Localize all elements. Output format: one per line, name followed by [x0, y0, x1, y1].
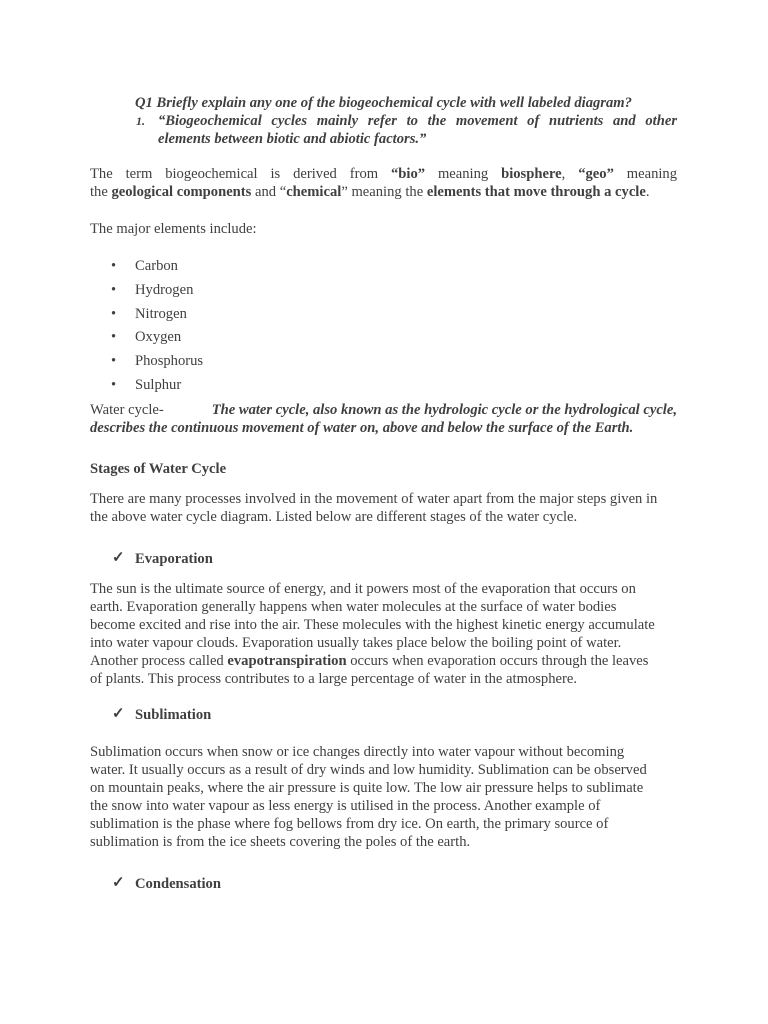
list-item: • Nitrogen	[111, 305, 187, 322]
bullet-icon: •	[111, 258, 117, 274]
sublimation-paragraph: Sublimation occurs when snow or ice changes directly into water vapour without becoming water. It usually occurs as a result of dry winds and low humidity. Sublimation can be observed on mountain peaks, where the air pressure is quite low. The low air pressure helps to sublimate the snow into water vapour as less energy is utilised in the process. Another example of sublimation is the phase where fog bellows from dry ice. On earth, the primary source of sublimation is from the ice sheets covering the poles of the earth.	[90, 744, 647, 850]
list-item: • Hydrogen	[111, 281, 194, 298]
water-cycle-line-1: Water cycle- The water cycle, also known as the hydrologic cycle or the hydrological cycle,	[90, 402, 677, 418]
term-line-1: The term biogeochemical is derived from “bio” meaning biosphere, “geo” meaning	[90, 166, 678, 182]
bullet-icon: •	[111, 305, 117, 322]
list-item: • Carbon	[111, 258, 178, 274]
checkmark-icon: ✓	[112, 550, 125, 566]
water-cycle-definition	[90, 401, 677, 437]
list-item: • Oxygen	[111, 329, 182, 346]
list-number: 1.	[136, 114, 145, 128]
checkmark-icon: ✓	[112, 706, 125, 722]
water-cycle-label: Water cycle-	[90, 402, 164, 418]
bullet-icon: •	[111, 329, 117, 346]
definition-quote	[158, 112, 677, 148]
condensation-heading: Condensation	[135, 876, 221, 892]
water-cycle-line-2: describes the continuous movement of water on, above and below the surface of the Earth.	[90, 420, 634, 436]
bullet-icon: •	[111, 376, 117, 393]
term-paragraph	[90, 165, 677, 201]
bullet-icon: •	[111, 353, 117, 370]
question-title: Q1 Briefly explain any one of the biogeochemical cycle with well labeled diagram?	[135, 95, 632, 111]
list-item: • Sulphur	[111, 376, 182, 393]
sublimation-heading: Sublimation	[135, 707, 212, 723]
list-item: • Phosphorus	[111, 353, 204, 370]
quote-line: “Biogeochemical cycles mainly refer to the movement of nutrients and other	[158, 113, 677, 129]
evaporation-heading: Evaporation	[135, 551, 213, 567]
bullet-icon: •	[111, 281, 117, 298]
elements-list	[90, 257, 203, 400]
checkmark-icon: ✓	[112, 875, 125, 891]
major-elements-intro: The major elements include:	[90, 221, 257, 237]
evaporation-paragraph: The sun is the ultimate source of energy, and it powers most of the evaporation that occurs on earth. Evaporation generally happens when water molecules at the surface of water bodies become excited and rise into the air. These molecules with the highest kinetic energy accumulate into water vapour clouds. Evaporation usually takes place below the boiling point of water. Another process called evapotranspiration occurs when evaporation occurs through the leaves of plants. This process contributes to a large percentage of water in the atmosphere.	[90, 581, 655, 687]
term-line-2: the geological components and “chemical” meaning the elements that move through a cycle.	[90, 184, 650, 200]
stages-intro-paragraph: There are many processes involved in the movement of water apart from the major steps given in the above water cycle diagram. Listed below are different stages of the water cycle.	[90, 491, 658, 525]
stages-heading: Stages of Water Cycle	[90, 461, 227, 477]
quote-line: elements between biotic and abiotic factors.”	[158, 131, 427, 147]
